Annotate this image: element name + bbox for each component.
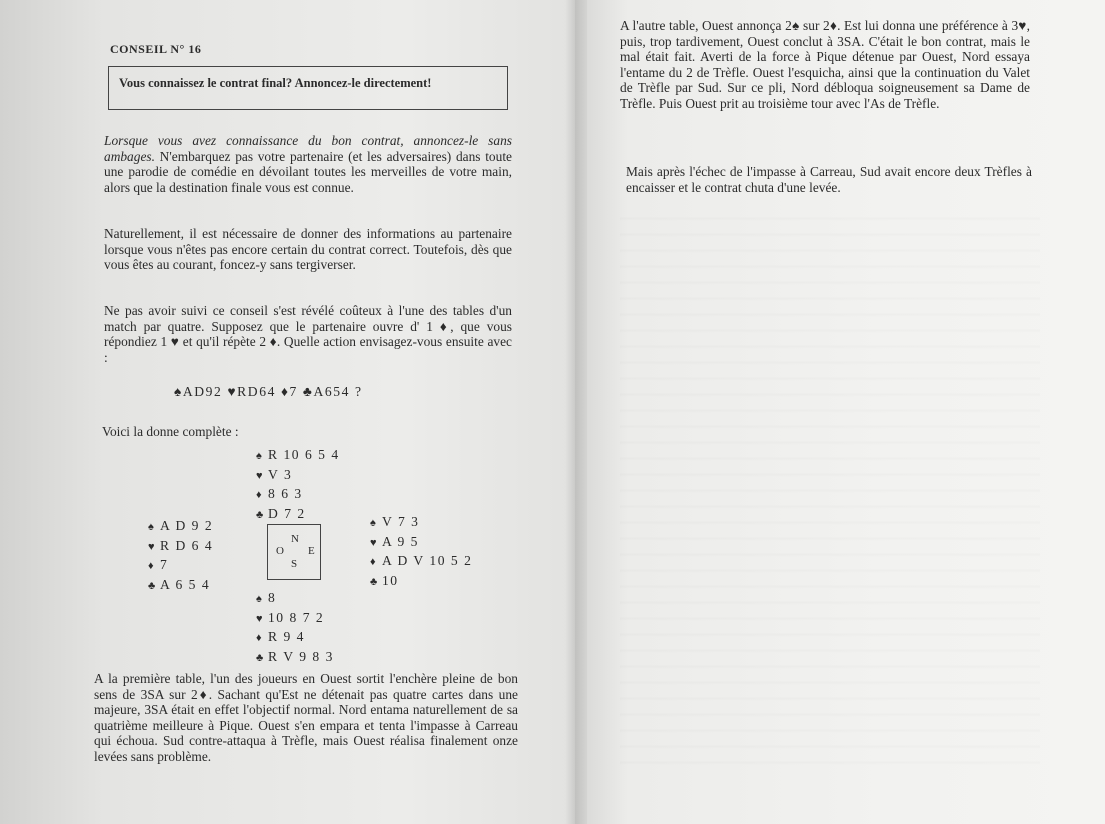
east-diamonds-cards: A D V 10 5 2: [382, 553, 473, 568]
club-icon: ♣: [256, 651, 264, 664]
west-spades: [148, 517, 213, 537]
advice-box: Vous connaissez le contrat final? Annoncez-le directement!: [108, 66, 508, 110]
heart-icon: ♥: [256, 612, 263, 625]
south-clubs: [256, 648, 334, 668]
north-clubs-cards: D 7 2: [268, 505, 306, 521]
diamond-icon: ♦: [256, 632, 262, 644]
north-hearts: [256, 466, 340, 486]
diamond-icon: ♦: [148, 560, 154, 572]
paragraph-4: A la première table, l'un des joueurs en Ouest sortit l'enchère pleine de bon sens de 3SA sur 2♦. Sachant qu'Est ne détenait pas quatre cartes dans une majeure, 3SA était en effet l'objectif normal. Nord entama naturellement de sa quatrième meilleure à Pique. Ouest s'en empara et tenta l'impasse à Carreau qui échoua. Sud contre-attaqua à Trèfle, mais Ouest réalisa finalement onze levées sans problème.: [94, 671, 518, 764]
east-clubs: [370, 572, 472, 592]
heart-icon: ♥: [256, 469, 263, 482]
east-hearts: [370, 533, 472, 553]
book-gutter: [565, 0, 587, 824]
north-diamonds-cards: 8 6 3: [268, 486, 303, 501]
east-hand: [370, 513, 472, 591]
north-spades: [256, 446, 340, 466]
club-icon: ♣: [370, 575, 378, 588]
paragraph-1: [104, 133, 512, 195]
west-spades-cards: A D 9 2: [160, 518, 214, 533]
spade-icon: ♠: [370, 517, 376, 529]
south-spades-cards: 8: [268, 590, 277, 605]
spade-icon: ♠: [256, 450, 262, 462]
spade-icon: ♠: [256, 593, 262, 605]
west-hearts: [148, 537, 213, 557]
west-hearts-cards: R D 6 4: [160, 537, 214, 553]
heart-icon: ♥: [148, 540, 155, 553]
deal-intro: Voici la donne complète :: [102, 424, 239, 439]
north-hand: [256, 446, 340, 524]
advice-heading: CONSEIL N° 16: [110, 42, 202, 56]
bidding-hand: ♠AD92 ♥RD64 ♦7 ♣A654 ?: [174, 384, 363, 399]
show-through-texture: [620, 205, 1040, 765]
west-hand: [148, 517, 213, 595]
spade-icon: ♠: [148, 521, 154, 533]
north-hearts-cards: V 3: [268, 466, 293, 482]
south-hearts-cards: 10 8 7 2: [268, 609, 325, 625]
west-diamonds-cards: 7: [160, 557, 169, 572]
club-icon: ♣: [256, 508, 264, 521]
right-paragraph-1: A l'autre table, Ouest annonça 2♠ sur 2♦. Est lui donna une préférence à 3♥, puis, trop tardivement, Ouest conclut à 3SA. C'était le bon contrat, mais le mal était fait. Averti de la force à Pique détenue par Ouest, Nord essaya l'entame du 2 de Trèfle. Ouest l'esquicha, ainsi que la continuation du Valet de Trèfle par Sud. Sur ce pli, Nord débloqua soigneusement sa Dame de Trèfle. Puis Ouest prit au troisième tour avec l'As de Trèfle.: [620, 18, 1030, 111]
north-diamonds: [256, 485, 340, 505]
south-spades: [256, 589, 334, 609]
east-spades: [370, 513, 472, 533]
club-icon: ♣: [148, 579, 156, 592]
paragraph-2: Naturellement, il est nécessaire de donner des informations au partenaire lorsque vous n'êtes pas encore certain du contrat correct. Toutefois, dès que vous êtes au courant, foncez-y sans tergiverser.: [104, 226, 512, 273]
compass-diagram: [267, 524, 321, 580]
compass-south: S: [291, 558, 298, 570]
compass-north: N: [291, 533, 299, 545]
south-diamonds-cards: R 9 4: [268, 629, 305, 644]
east-diamonds: [370, 552, 472, 572]
north-clubs: [256, 505, 340, 525]
east-hearts-cards: A 9 5: [382, 533, 419, 549]
paragraph-3: Ne pas avoir suivi ce conseil s'est révélé coûteux à l'une des tables d'un match par quatre. Supposez que le partenaire ouvre d' 1 ♦, que vous répondiez 1 ♥ et qu'il répète 2 ♦. Quelle action envisagez-vous ensuite avec :: [104, 303, 512, 365]
diamond-icon: ♦: [370, 556, 376, 568]
east-spades-cards: V 7 3: [382, 514, 420, 529]
west-clubs-cards: A 6 5 4: [160, 576, 211, 592]
compass-east: E: [308, 545, 315, 557]
compass-west: O: [276, 545, 284, 557]
paragraph-1-italic: Lorsque vous avez connaissance du bon contrat, annoncez-le sans ambages.: [104, 133, 512, 164]
south-diamonds: [256, 628, 334, 648]
south-hand: [256, 589, 334, 667]
west-diamonds: [148, 556, 213, 576]
heart-icon: ♥: [370, 536, 377, 549]
paragraph-1-rest: N'embarquez pas votre partenaire (et les adversaires) dans toute une parodie de comédie en dévoilant toutes les merveilles de votre main, alors que la destination finale vous est connue.: [104, 148, 512, 195]
south-clubs-cards: R V 9 8 3: [268, 648, 334, 664]
right-paragraph-2: Mais après l'échec de l'impasse à Carreau, Sud avait encore deux Trèfles à encaisser et le contrat chuta d'une levée.: [626, 164, 1032, 195]
south-hearts: [256, 609, 334, 629]
west-clubs: [148, 576, 213, 596]
east-clubs-cards: 10: [382, 572, 399, 588]
north-spades-cards: R 10 6 5 4: [268, 447, 340, 462]
diamond-icon: ♦: [256, 489, 262, 501]
